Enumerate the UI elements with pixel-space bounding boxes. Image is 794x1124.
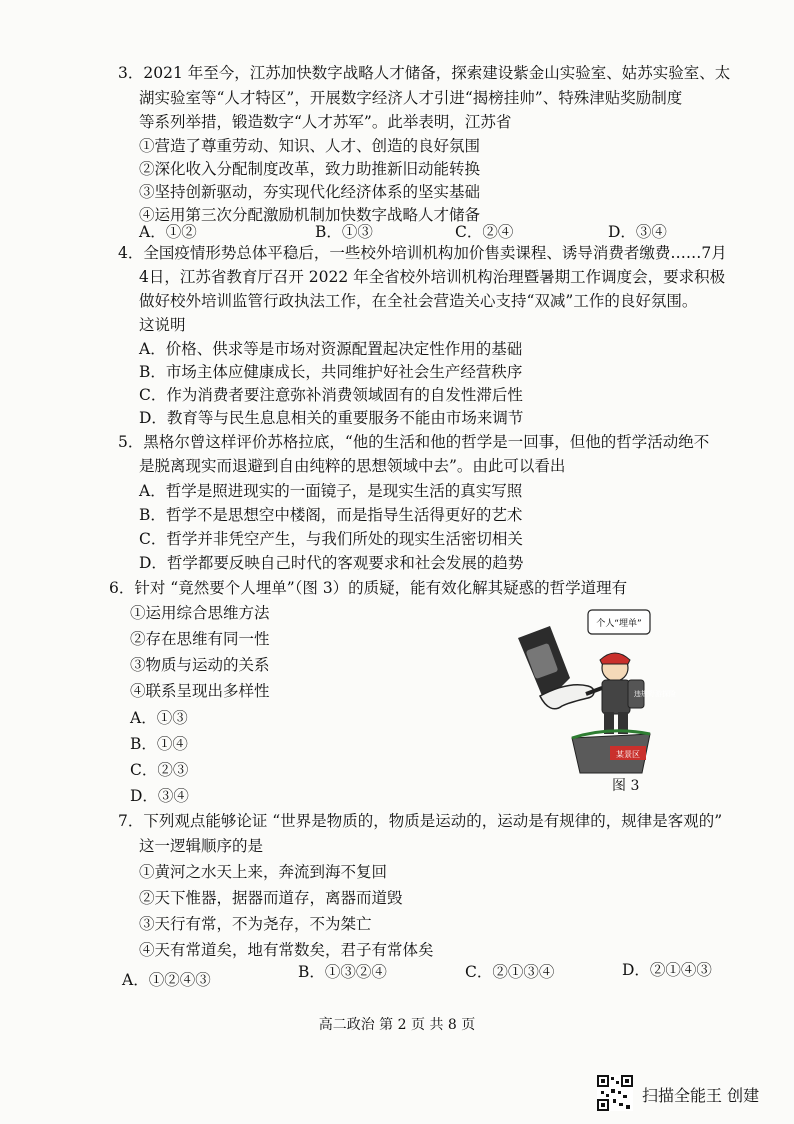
q3-option-a: A．①② [139, 223, 197, 241]
q7-item-3: ③天行有常，不为尧存，不为桀亡 [139, 915, 372, 933]
q4-line-1: 4．全国疫情形势总体平稳后，一些校外培训机构加价售卖课程、诱导消费者缴费……7月 [118, 244, 727, 262]
q3-item-4: ④运用第三次分配激励机制加快数字战略人才储备 [139, 206, 481, 224]
q4-option-b: B．市场主体应健康成长，共同维护好社会生产经营秩序 [139, 363, 523, 381]
hiker-body [602, 680, 630, 714]
hiker-cap [600, 653, 630, 664]
q3-item-1: ①营造了尊重劳动、知识、人才、创造的良好氛围 [139, 137, 481, 155]
q7-line-1: 7．下列观点能够论证 “世界是物质的，物质是运动的，运动是有规律的，规律是客观的” [118, 812, 723, 830]
q3-item-2: ②深化收入分配制度改革，致力助推新旧动能转换 [139, 160, 481, 178]
q7-item-2: ②天下惟器，据器而道存，离器而道毁 [139, 889, 403, 907]
q6-item-1: ①运用综合思维方法 [130, 604, 270, 622]
q4-line-3: 做好校外培训监管行政执法工作，在全社会营造关心支持“双减”工作的良好氛围。 [139, 292, 698, 310]
scanner-watermark: 扫描全能王 创建 [642, 1086, 760, 1105]
q6-item-3: ③物质与运动的关系 [130, 656, 270, 674]
q5-option-c: C．哲学并非凭空产生，与我们所处的现实生活密切相关 [139, 530, 523, 548]
q6-option-c: C．②③ [130, 761, 189, 779]
bill-label: 个人“埋单” [596, 619, 642, 629]
q7-item-4: ④天有常道矣，地有常数矣，君子有常体矣 [139, 941, 434, 959]
q6-option-d: D．③④ [130, 787, 189, 805]
q7-option-c: C．②①③④ [465, 963, 555, 981]
q3-option-b: B．①③ [315, 223, 373, 241]
q4-option-c: C．作为消费者要注意弥补消费领域固有的自发性滞后性 [139, 386, 523, 404]
q7-option-b: B．①③②④ [298, 963, 387, 981]
q5-option-d: D．哲学都要反映自己时代的客观要求和社会发展的趋势 [139, 554, 524, 572]
cliff-label: 某景区 [616, 750, 640, 759]
q5-option-b: B．哲学不是思想空中楼阁，而是指导生活得更好的艺术 [139, 506, 523, 524]
q6-option-b: B．①④ [130, 735, 188, 753]
q6-item-2: ②存在思维有同一性 [130, 630, 270, 648]
q7-option-a: A．①②④③ [122, 971, 211, 989]
q4-line-4: 这说明 [139, 316, 186, 334]
figure-caption: 图 3 [612, 778, 640, 794]
q6-line-1: 6．针对 “竟然要个人埋单”（图 3）的质疑，能有效化解其疑惑的哲学道理有 [109, 579, 628, 597]
sign-label: 违规野游探险 [634, 690, 676, 698]
q7-line-2: 这一逻辑顺序的是 [139, 837, 264, 855]
q4-line-2: 4日，江苏省教育厅召开 2022 年全省校外培训机构治理暨暑期工作调度会，要求积极 [139, 268, 726, 286]
q7-option-d: D．②①④③ [622, 961, 712, 979]
q3-line-1: 3．2021 年至今，江苏加快数字战略人才储备，探索建设紫金山实验室、姑苏实验室、太 [118, 64, 731, 82]
q3-line-3: 等系列举措，锻造数字“人才苏军”。此举表明，江苏省 [139, 113, 512, 131]
cartoon-figure-3 [510, 608, 676, 773]
q3-line-2: 湖实验室等“人才特区”，开展数字经济人才引进“揭榜挂帅”、特殊津贴奖励制度 [139, 89, 683, 107]
q6-option-a: A．①③ [130, 709, 188, 727]
qr-code-icon [597, 1075, 633, 1111]
q4-option-a: A．价格、供求等是市场对资源配置起决定性作用的基础 [139, 340, 523, 358]
q3-option-c: C．②④ [455, 223, 514, 241]
q3-item-3: ③坚持创新驱动，夯实现代化经济体系的坚实基础 [139, 183, 481, 201]
q5-line-2: 是脱离现实而退避到自由纯粹的思想领域中去”。由此可以看出 [139, 457, 566, 475]
q7-item-1: ①黄河之水天上来，奔流到海不复回 [139, 863, 388, 881]
q5-line-1: 5．黑格尔曾这样评价苏格拉底，“他的生活和他的哲学是一回事，但他的哲学活动绝不 [118, 433, 710, 451]
page-footer: 高二政治 第 2 页 共 8 页 [318, 1017, 476, 1033]
q6-item-4: ④联系呈现出多样性 [130, 682, 270, 700]
q3-option-d: D．③④ [608, 223, 667, 241]
q4-option-d: D．教育等与民生息息相关的重要服务不能由市场来调节 [139, 409, 524, 427]
q5-option-a: A．哲学是照进现实的一面镜子，是现实生活的真实写照 [139, 482, 523, 500]
